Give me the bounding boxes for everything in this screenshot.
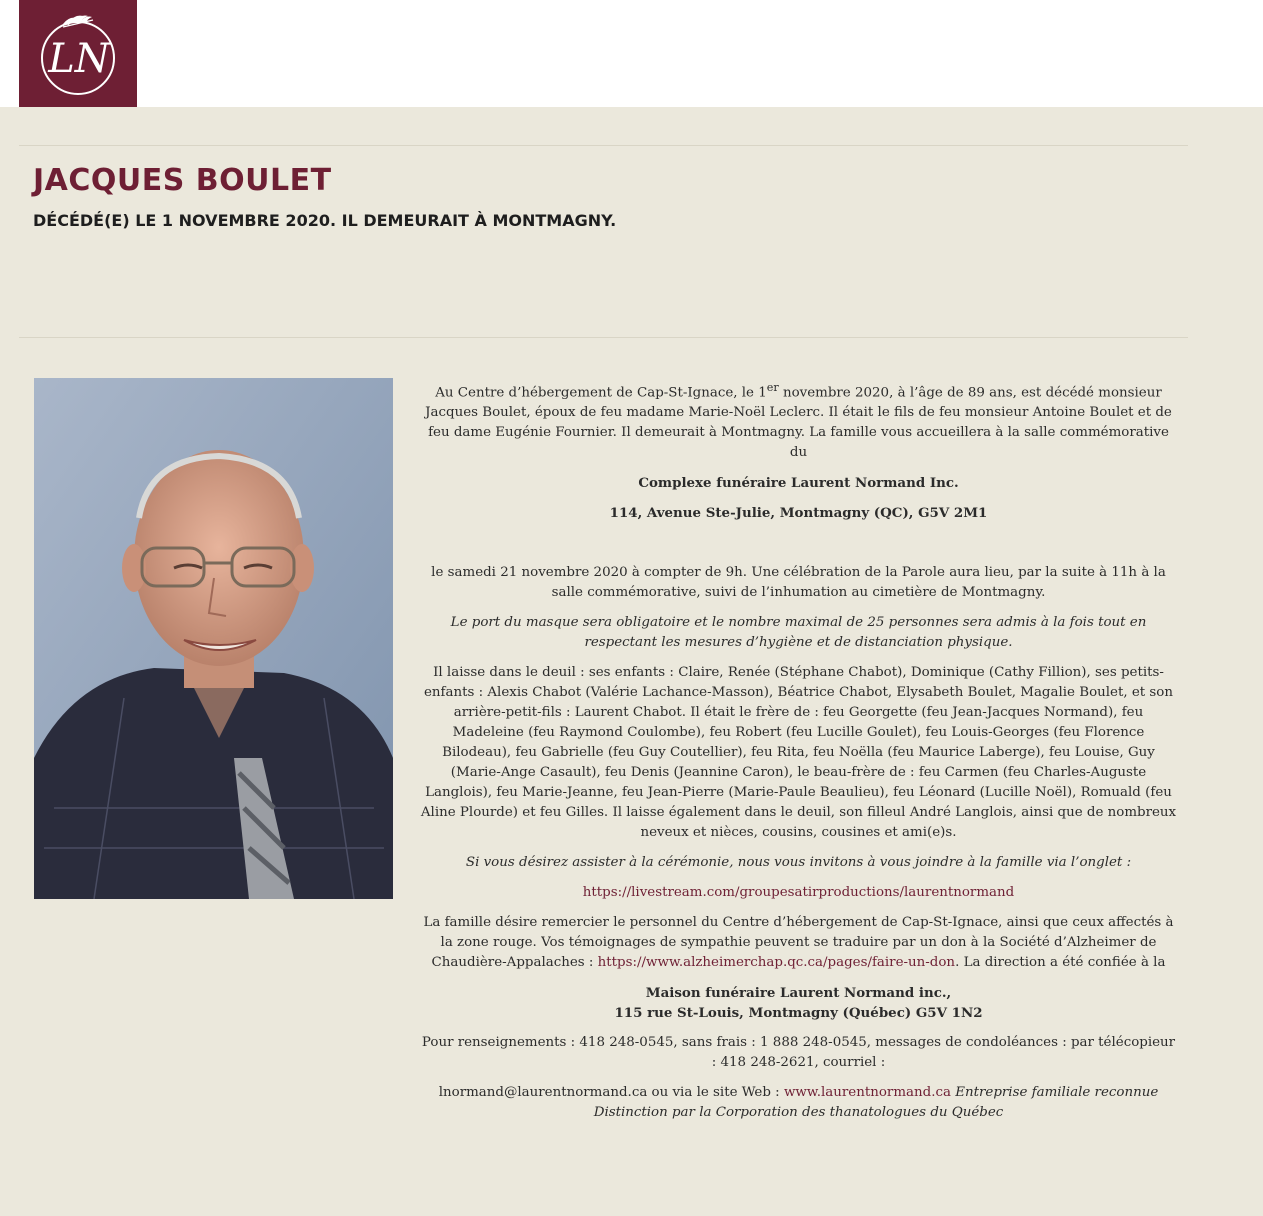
- livestream-invite: Si vous désirez assister à la cérémonie, nous vous invitons à vous joindre à la famille via l’onglet :: [465, 855, 1132, 871]
- livestream-link[interactable]: https://livestream.com/groupesatirproductions/laurentnormand: [582, 885, 1015, 901]
- venue-address: 114, Avenue Ste-Julie, Montmagny (QC), G5V 2M1: [609, 505, 988, 522]
- tagline: Entreprise familiale reconnue Distinction par la Corporation des thanatologues du Québec: [593, 1085, 1159, 1121]
- contact-footer: lnormand@laurentnormand.ca ou via le site Web : www.laurentnormand.ca Entreprise familiale reconnue Distinction par la Corporation des thanatologues du Québec: [438, 1085, 1159, 1121]
- svg-text:LN: LN: [48, 36, 110, 82]
- funeral-home-block: [420, 983, 1177, 1023]
- deceased-name: JACQUES BOULET: [33, 163, 332, 198]
- site-header: [0, 0, 1263, 107]
- schedule-paragraph: le samedi 21 novembre 2020 à compter de 9h. Une célébration de la Parole aura lieu, par la suite à 11h à la salle commémorative, suivi de l’inhumation au cimetière de Montmagny.: [431, 565, 1166, 601]
- obituary-body: [420, 378, 1177, 1133]
- mask-notice: Le port du masque sera obligatoire et le nombre maximal de 25 personnes sera admis à la fois tout en respectant les mesures d’hygiène et de distanciation physique.: [450, 615, 1147, 651]
- donation-link[interactable]: https://www.alzheimerchap.qc.ca/pages/faire-un-don: [597, 955, 956, 971]
- funeral-home-name: Maison funéraire Laurent Normand inc.,: [645, 985, 952, 1002]
- contact-info: Pour renseignements : 418 248-0545, sans frais : 1 888 248-0545, messages de condoléances : par télécopieur : 418 248-2621, courriel :: [421, 1035, 1176, 1071]
- website-link[interactable]: www.laurentnormand.ca: [783, 1085, 951, 1101]
- ln-logo[interactable]: [19, 0, 137, 107]
- contact-email[interactable]: lnormand@laurentnormand.ca: [438, 1085, 648, 1101]
- portrait-photo: [34, 378, 393, 899]
- funeral-home-address: 115 rue St-Louis, Montmagny (Québec) G5V 1N2: [614, 1005, 983, 1022]
- venue-name: Complexe funéraire Laurent Normand Inc.: [638, 475, 959, 492]
- top-divider: [19, 145, 1188, 146]
- death-notice-subtitle: DÉCÉDÉ(E) LE 1 NOVEMBRE 2020. IL DEMEURAIT À MONTMAGNY.: [33, 211, 617, 230]
- thanks-paragraph: La famille désire remercier le personnel du Centre d’hébergement de Cap-St-Ignace, ainsi que ceux affectés à la zone rouge. Vos témoignages de sympathie peuvent se traduire par un don à la Société d’Alzheimer de Chaudière-Appalaches : https://www.alzheimerchap.qc.ca/pages/faire-un-don. La direction a été confiée à la: [423, 915, 1174, 971]
- bottom-divider: [19, 337, 1188, 338]
- intro-paragraph: Au Centre d’hébergement de Cap-St-Ignace, le 1er novembre 2020, à l’âge de 89 ans, est décédé monsieur Jacques Boulet, époux de feu madame Marie-Noël Leclerc. Il était le fils de feu monsieur Antoine Boulet et de feu dame Eugénie Fournier. Il demeurait à Montmagny. La famille vous accueillera à la salle commémorative du: [425, 381, 1172, 461]
- family-paragraph: Il laisse dans le deuil : ses enfants : Claire, Renée (Stéphane Chabot), Dominique (Cathy Fillion), ses petits-enfants : Alexis Chabot (Valérie Lachance-Masson), Béatrice Chabot, Elysabeth Boulet, Magalie Boulet, et son arrière-petit-fils : Laurent Chabot. Il était le frère de : feu Georgette (feu Jean-Jacques Normand), feu Madeleine (feu Raymond Coulombe), feu Robert (feu Lucille Goulet), feu Louis-Georges (feu Florence Bilodeau), feu Gabrielle (feu Guy Coutellier), feu Rita, feu Noëlla (feu Maurice Laberge), feu Louise, Guy (Marie-Ange Casault), feu Denis (Jeannine Caron), le beau-frère de : feu Carmen (feu Charles-Auguste Langlois), feu Marie-Jeanne, feu Jean-Pierre (Marie-Paule Beaulieu), feu Léonard (Lucille Noël), Romuald (feu Aline Plourde) et feu Gilles. Il laisse également dans le deuil, son filleul André Langlois, ainsi que de nombreux neveux et nièces, cousins, cousines et ami(e)s.: [420, 665, 1177, 841]
- ln-monogram-icon: [19, 0, 137, 107]
